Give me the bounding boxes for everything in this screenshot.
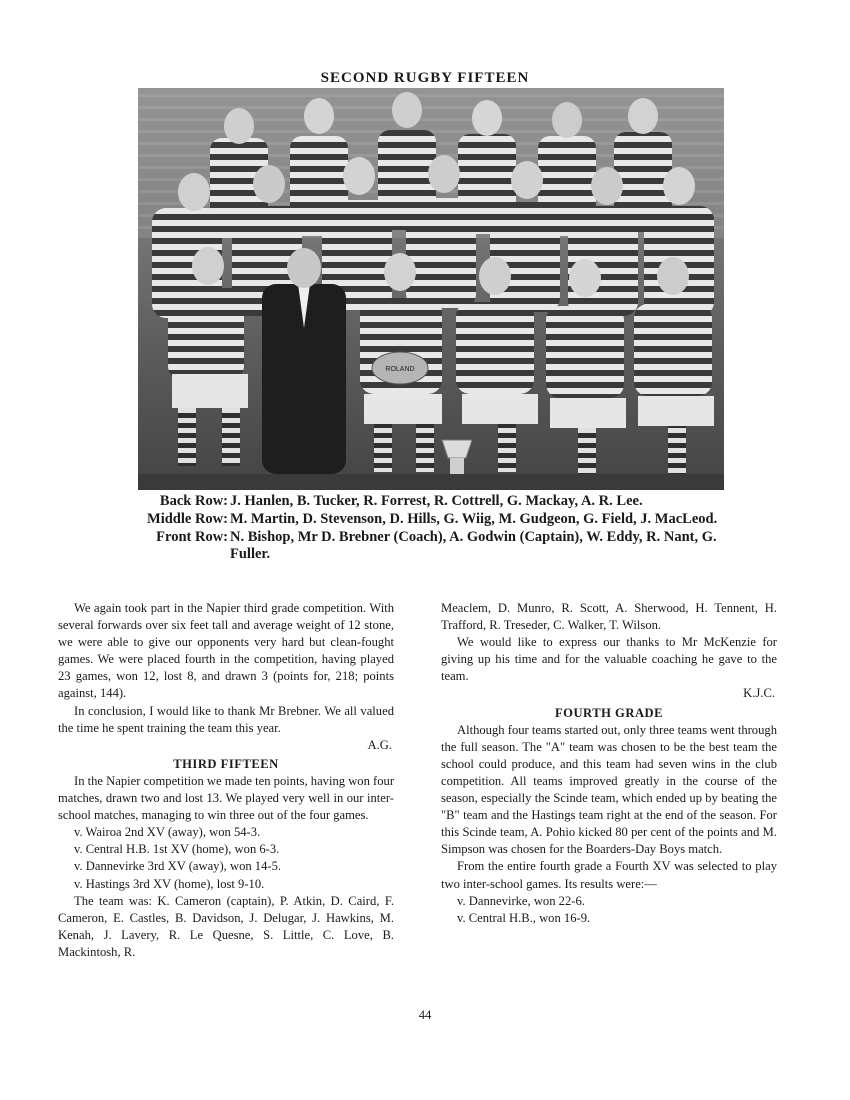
third-fifteen-team-list: The team was: K. Cameron (captain), P. Atkin, D. Caird, F. Cameron, E. Castles, B. Davidson, J. Delugar, J. Hawkins, M. Kenah, J. Lavery, R. Le Quesne, S. Little, C. Love, B. Mackintosh, R. — [58, 893, 394, 959]
author-initials: K.J.C. — [743, 686, 775, 701]
third-fifteen-report: In the Napier competition we made ten points, having won four matches, drawn two and lost 13. We played very well in our inter-school matches, managing to win three out of the four games. — [58, 773, 395, 823]
result-item: v. Dannevirke 3rd XV (away), won 14-5. — [74, 859, 282, 874]
left-column — [58, 600, 394, 961]
second-fifteen-thanks: In conclusion, I would like to thank Mr Brebner. We all valued the time he spent training the team this year. — [58, 703, 394, 735]
page-title: SECOND RUGBY FIFTEEN — [320, 70, 530, 86]
third-fifteen-thanks: We would like to express our thanks to Mr McKenzie for giving up his time and for the valuable coaching he gave to the team. — [441, 635, 777, 684]
section-heading-fourth-grade: FOURTH GRADE — [554, 705, 664, 720]
result-item: v. Wairoa 2nd XV (away), won 54-3. — [74, 825, 261, 840]
caption-names: M. Martin, D. Stevenson, D. Hills, G. Wiig, M. Gudgeon, G. Field, J. MacLeod. — [230, 511, 718, 527]
result-item: v. Central H.B., won 16-9. — [457, 910, 591, 925]
fourth-xv-intro: From the entire fourth grade a Fourth XV was selected to play two inter-school games. Its results were:— — [441, 859, 777, 891]
team-photo — [138, 88, 724, 490]
section-heading-third-fifteen: THIRD FIFTEEN — [173, 756, 279, 771]
photo-caption — [140, 493, 730, 564]
author-initials: A.G. — [367, 737, 392, 752]
ball-label: ROLAND — [385, 366, 415, 373]
result-item: v. Dannevirke, won 22-6. — [457, 893, 585, 908]
team-photo-figures — [138, 88, 724, 490]
third-fifteen-results — [58, 824, 394, 892]
caption-label: Back Row: — [159, 493, 228, 509]
caption-names: N. Bishop, Mr D. Brebner (Coach), A. Godwin (Captain), W. Eddy, R. Nant, G. Fuller. — [230, 529, 717, 562]
fourth-grade-report: Although four teams started out, only three teams went through the full season. The "A" team was chosen to be the best team the school could produce, and this team had seven wins in the club competition. All teams improved greatly in the course of the season, especially the Scinde team, which ended up by beating the "B" team and the Hastings team right at the end of the season. For this Scinde team, A. Pohio kicked 80 per cent of the points and M. Simpson was chosen for the Boarders-Day Boys match. — [441, 722, 777, 857]
caption-front-row — [140, 529, 730, 563]
fourth-xv-results — [441, 893, 777, 927]
caption-middle-row — [140, 511, 730, 528]
result-item: v. Central H.B. 1st XV (home), won 6-3. — [74, 842, 280, 857]
caption-label: Middle Row: — [147, 511, 228, 527]
result-item: v. Hastings 3rd XV (home), lost 9-10. — [74, 876, 265, 891]
caption-label: Front Row: — [156, 529, 228, 545]
third-fifteen-team-list-continued: Meaclem, D. Munro, R. Scott, A. Sherwood, H. Tennent, H. Trafford, R. Treseder, C. Walker, T. Wilson. — [441, 601, 777, 633]
caption-names: J. Hanlen, B. Tucker, R. Forrest, R. Cottrell, G. Mackay, A. R. Lee. — [230, 493, 643, 509]
caption-back-row — [140, 493, 730, 510]
page-number: 44 — [418, 1008, 432, 1022]
right-column — [441, 600, 777, 927]
second-fifteen-report: We again took part in the Napier third grade competition. With several forwards over six feet tall and average weight of 12 stone, we were able to give our opponents very hard but clean-fought games. We were placed fourth in the competition, having played 23 games, won 12, lost 8, and drawn 3 (points for, 218; points against, 144). — [58, 601, 394, 701]
